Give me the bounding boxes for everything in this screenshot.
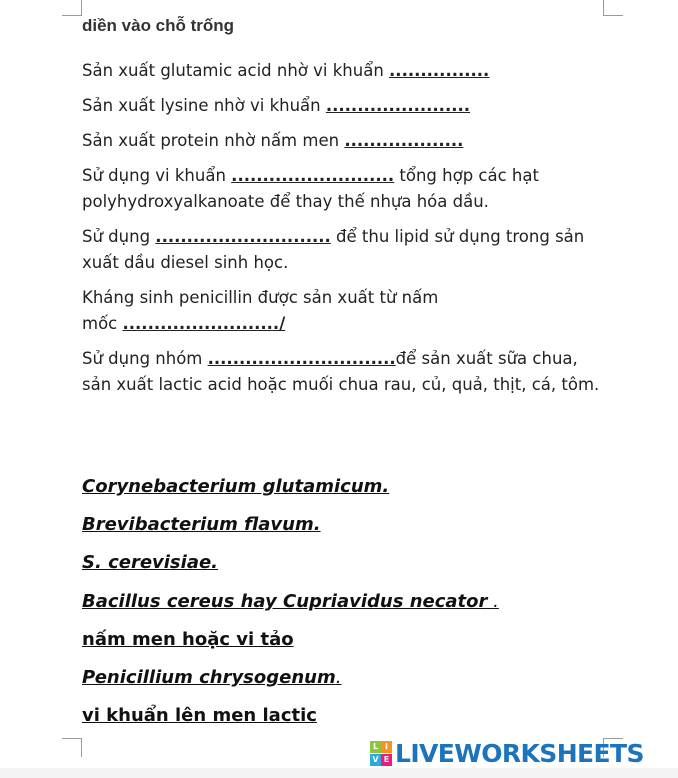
question-3: Sản xuất protein nhờ nấm men ...................: [82, 131, 464, 150]
page-corner-bottom-left: [62, 738, 82, 757]
blank-7[interactable]: ..............................: [207, 349, 396, 368]
blank-3[interactable]: ...................: [344, 131, 464, 150]
bottom-band: [0, 768, 678, 778]
answer-4: Bacillus cereus hay Cupriavidus necator .: [82, 591, 499, 612]
answer-3: S. cerevisiae.: [82, 552, 219, 573]
logo-text: LIVEWORKSHEETS: [395, 739, 644, 768]
liveworksheets-logo-icon: L I V E: [370, 741, 392, 767]
worksheet-title: diền vào chỗ trống: [82, 16, 235, 35]
answer-5: nấm men hoặc vi tảo: [82, 629, 294, 650]
blank-2[interactable]: .......................: [325, 96, 471, 115]
blank-6[interactable]: ........................./: [122, 314, 286, 333]
page-corner-top-left: [62, 0, 82, 16]
question-6: Kháng sinh penicillin được sản xuất từ nấm mốc ........................./: [82, 288, 439, 333]
question-1: Sản xuất glutamic acid nhờ vi khuẩn ................: [82, 61, 490, 80]
question-7: Sử dụng nhóm ..............................để sản xuất sữa chua, sản xuất lactic acid hoặc muối chua rau, củ, quả, thịt, cá, tôm.: [82, 349, 600, 394]
question-4: Sử dụng vi khuẩn .......................... tổng hợp các hạt polyhydroxyalkanoate để thay thế nhựa hóa dầu.: [82, 166, 539, 211]
answer-2: Brevibacterium flavum.: [82, 514, 321, 535]
answer-6: Penicillium chrysogenum.: [82, 667, 342, 688]
page-corner-top-right: [603, 0, 623, 16]
blank-5[interactable]: ............................: [155, 227, 331, 246]
question-2: Sản xuất lysine nhờ vi khuẩn .......................: [82, 96, 471, 115]
answer-7: vi khuẩn lên men lactic: [82, 705, 317, 726]
answer-1: Corynebacterium glutamicum.: [82, 476, 390, 497]
blank-4[interactable]: ..........................: [231, 166, 395, 185]
liveworksheets-logo[interactable]: [370, 739, 644, 768]
blank-1[interactable]: ................: [389, 61, 490, 80]
question-5: Sử dụng ............................ để thu lipid sử dụng trong sản xuất dầu diesel sinh học.: [82, 227, 585, 272]
